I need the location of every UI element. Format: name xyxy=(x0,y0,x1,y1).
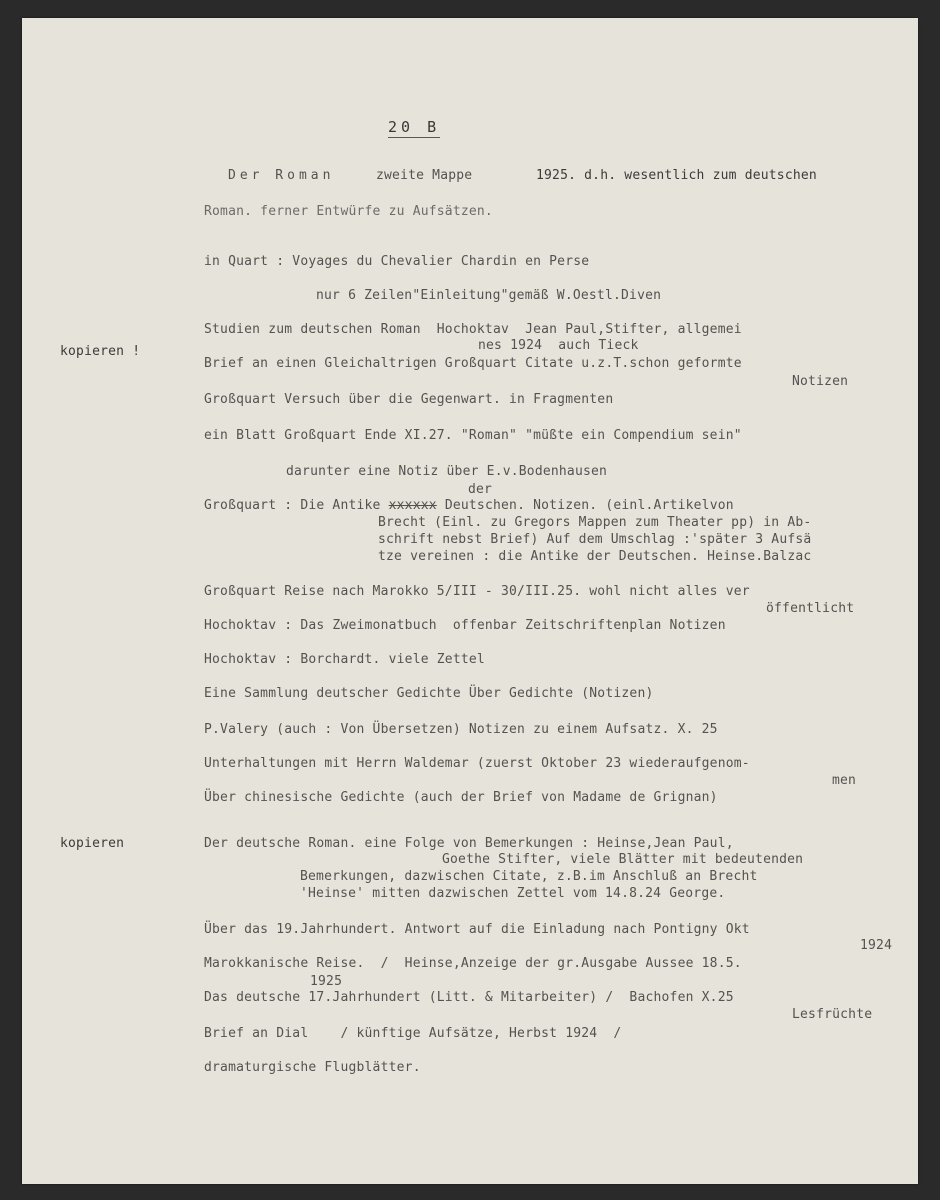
entry-line: schrift nebst Brief) Auf dem Umschlag :'später 3 Aufsä xyxy=(378,532,812,547)
entry-line: in Quart : Voyages du Chevalier Chardin en Perse xyxy=(204,254,590,269)
entry-line: Notizen xyxy=(792,374,849,389)
entry-line: nur 6 Zeilen"Einleitung"gemäß W.Oestl.Diven xyxy=(316,288,662,303)
entry-line: 'Heinse' mitten dazwischen Zettel vom 14.8.24 George. xyxy=(300,886,726,901)
entry-line: Großquart Reise nach Marokko 5/III - 30/III.25. wohl nicht alles ver xyxy=(204,584,750,599)
entry-line: 1924 xyxy=(860,938,893,953)
entry-line: Lesfrüchte xyxy=(792,1007,873,1022)
entry-line: Hochoktav : Borchardt. viele Zettel xyxy=(204,652,485,667)
entry-line: P.Valery (auch : Von Übersetzen) Notizen zu einem Aufsatz. X. 25 xyxy=(204,722,718,737)
entry-line: nes 1924 auch Tieck xyxy=(478,338,639,353)
entry-text: Großquart : Die Antike xyxy=(204,498,389,513)
entry-line: Goethe Stifter, viele Blätter mit bedeutenden xyxy=(442,852,804,867)
entry-line: men xyxy=(832,773,857,788)
entry-line: dramaturgische Flugblätter. xyxy=(204,1060,421,1075)
struck-word: xxxxxx xyxy=(388,498,437,513)
entry-text: Deutschen. Notizen. (einl.Artikelvon xyxy=(436,498,734,513)
entry-line: Das deutsche 17.Jahrhundert (Litt. & Mitarbeiter) / Bachofen X.25 xyxy=(204,990,734,1005)
document-page xyxy=(22,18,918,1184)
entry-line: Über chinesische Gedichte (auch der Brief von Madame de Grignan) xyxy=(204,790,718,805)
entry-line: Über das 19.Jahrhundert. Antwort auf die Einladung nach Pontigny Okt xyxy=(204,922,750,937)
margin-note-1: kopieren ! xyxy=(60,344,141,359)
entry-line: Brief an einen Gleichaltrigen Großquart Citate u.z.T.schon geformte xyxy=(204,356,742,371)
entry-line: Bemerkungen, dazwischen Citate, z.B.im Anschluß an Brecht xyxy=(300,869,758,884)
entry-line: Großquart Versuch über die Gegenwart. in Fragmenten xyxy=(204,392,614,407)
header-line2: Roman. ferner Entwürfe zu Aufsätzen. xyxy=(204,204,493,219)
entry-line: Der deutsche Roman. eine Folge von Bemerkungen : Heinse,Jean Paul, xyxy=(204,836,734,851)
entry-line: öffentlicht xyxy=(766,601,855,616)
entry-line xyxy=(204,498,734,513)
entry-line: Marokkanische Reise. / Heinse,Anzeige der gr.Ausgabe Aussee 18.5. xyxy=(204,956,742,971)
entry-line: Unterhaltungen mit Herrn Waldemar (zuerst Oktober 23 wiederaufgenom- xyxy=(204,756,750,771)
page-title: 20 B xyxy=(388,118,441,136)
entry-line: Studien zum deutschen Roman Hochoktav Jean Paul,Stifter, allgemei xyxy=(204,322,742,337)
entry-line: der xyxy=(468,482,493,497)
header-roman: Der Roman xyxy=(228,168,335,183)
entry-line: Brief an Dial / künftige Aufsätze, Herbst 1924 / xyxy=(204,1026,622,1041)
header-rest: 1925. d.h. wesentlich zum deutschen xyxy=(536,168,817,183)
entry-line: Brecht (Einl. zu Gregors Mappen zum Theater pp) in Ab- xyxy=(378,515,812,530)
header-mappe: zweite Mappe xyxy=(376,168,473,183)
entry-line: Hochoktav : Das Zweimonatbuch offenbar Zeitschriftenplan Notizen xyxy=(204,618,726,633)
margin-note-2: kopieren xyxy=(60,836,125,851)
entry-line: darunter eine Notiz über E.v.Bodenhausen xyxy=(286,464,608,479)
entry-line: Eine Sammlung deutscher Gedichte Über Gedichte (Notizen) xyxy=(204,686,654,701)
entry-line: ein Blatt Großquart Ende XI.27. "Roman" "müßte ein Compendium sein" xyxy=(204,428,742,443)
entry-line: tze vereinen : die Antike der Deutschen. Heinse.Balzac xyxy=(378,549,812,564)
entry-line: 1925 xyxy=(310,974,343,989)
